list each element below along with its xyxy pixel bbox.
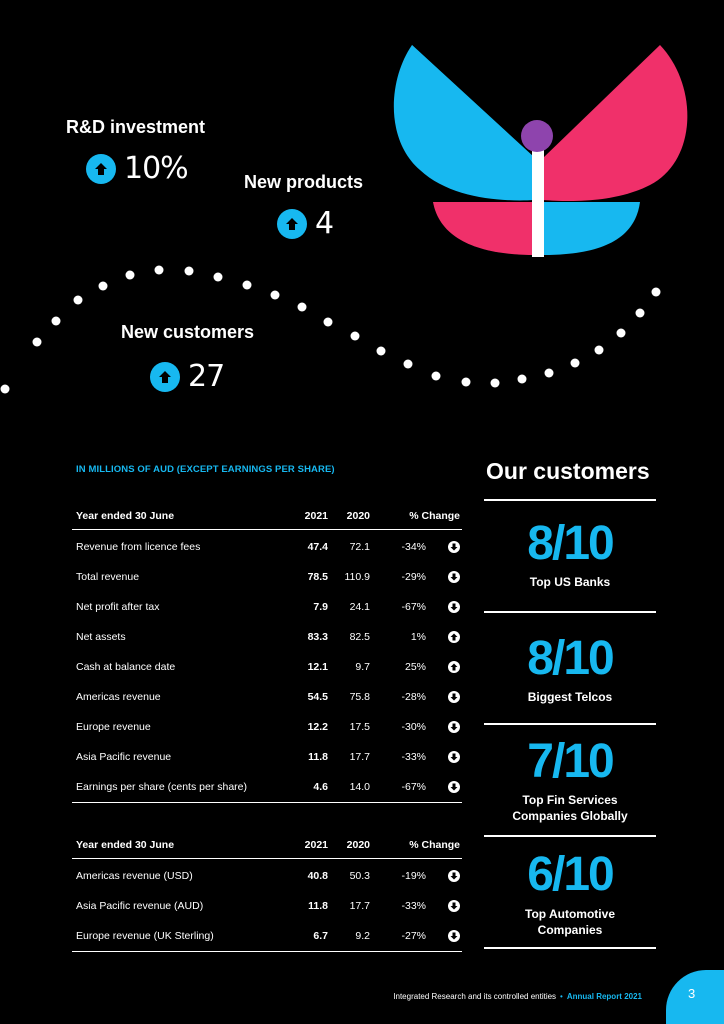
financial-table-2: [72, 831, 462, 952]
row-value-2021: 11.8: [308, 751, 328, 763]
row-change: 25%: [404, 661, 426, 673]
row-label: Americas revenue (USD): [76, 870, 193, 882]
row-label: Total revenue: [76, 571, 140, 583]
row-direction: [426, 870, 460, 882]
table-row: [72, 562, 462, 592]
customers-divider: [484, 835, 656, 837]
row-value-2020: 50.3: [349, 870, 370, 882]
table-row: [72, 682, 462, 712]
row-change: -30%: [401, 721, 426, 733]
butterfly-illustration: [380, 40, 695, 265]
arrow-down-icon: [448, 691, 460, 703]
table-row: [72, 742, 462, 772]
table-row: [72, 861, 462, 891]
row-value-2020: 9.7: [355, 661, 370, 673]
header-2020: 2020: [346, 509, 370, 522]
row-change: -27%: [401, 930, 426, 942]
row-direction: [426, 631, 460, 643]
row-direction: [426, 571, 460, 583]
row-value-2021: 78.5: [307, 571, 328, 583]
row-change: -33%: [401, 751, 426, 763]
header-year: Year ended 30 June: [76, 838, 175, 851]
row-label: Asia Pacific revenue: [76, 751, 172, 763]
header-change: % Change: [409, 509, 460, 522]
row-direction: [426, 691, 460, 703]
arrow-down-icon: [448, 601, 460, 613]
row-direction: [426, 721, 460, 733]
table-row: [72, 772, 462, 802]
header-2021: 2021: [304, 838, 328, 851]
footer-report: Annual Report 2021: [566, 992, 642, 1001]
customer-label-line: Companies Globally: [512, 809, 628, 823]
table-row: [72, 532, 462, 562]
new-customers-value: 27: [188, 359, 225, 394]
arrow-down-icon: [448, 781, 460, 793]
new-products-title: New products: [244, 172, 364, 192]
new-products-stat: [277, 206, 333, 241]
row-value-2021: 12.2: [307, 721, 328, 733]
arrow-up-icon: [86, 154, 116, 184]
row-label: Asia Pacific revenue (AUD): [76, 900, 204, 912]
customer-figure: 6/10: [527, 848, 613, 901]
header-2020: 2020: [346, 838, 370, 851]
new-products-value: 4: [315, 206, 334, 241]
row-direction: [426, 601, 460, 613]
footer-separator: •: [560, 992, 563, 1001]
table-row: [72, 712, 462, 742]
row-change: -29%: [401, 571, 426, 583]
customer-figure: 8/10: [527, 632, 613, 685]
row-change: -19%: [401, 870, 426, 882]
customer-label: Biggest Telcos: [527, 690, 613, 704]
row-value-2020: 14.0: [349, 781, 370, 793]
header-change: % Change: [409, 838, 460, 851]
table-divider: [72, 802, 462, 803]
header-year: Year ended 30 June: [76, 509, 175, 522]
customer-label-line: Top Automotive: [525, 907, 615, 921]
row-label: Net profit after tax: [76, 601, 160, 613]
row-direction: [426, 930, 460, 942]
arrow-down-icon: [448, 541, 460, 553]
table-row: [72, 891, 462, 921]
table-header: [72, 831, 462, 859]
table-row: [72, 592, 462, 622]
customers-title: Our customers: [486, 458, 650, 484]
row-value-2020: 9.2: [355, 930, 370, 942]
table-body: [72, 859, 462, 951]
rd-investment-stat: [86, 151, 188, 186]
row-value-2020: 17.5: [349, 721, 370, 733]
table-row: [72, 652, 462, 682]
row-direction: [426, 541, 460, 553]
customers-divider: [484, 947, 656, 949]
customer-label-line: Top Fin Services: [522, 793, 618, 807]
row-direction: [426, 781, 460, 793]
row-change: -34%: [401, 541, 426, 553]
row-label: Cash at balance date: [76, 661, 176, 673]
customer-label: [484, 906, 656, 938]
arrow-up-icon: [448, 631, 460, 643]
rd-investment-value: 10%: [124, 151, 188, 186]
row-value-2021: 47.4: [307, 541, 328, 553]
row-label: Net assets: [76, 631, 126, 643]
row-change: -28%: [401, 691, 426, 703]
rd-investment-title: R&D investment: [66, 117, 206, 137]
units-heading: IN MILLIONS OF AUD (EXCEPT EARNINGS PER SHARE): [76, 464, 335, 475]
row-value-2020: 82.5: [349, 631, 370, 643]
arrow-down-icon: [448, 870, 460, 882]
row-value-2021: 83.3: [307, 631, 328, 643]
customer-figure: 7/10: [527, 735, 613, 788]
row-change: -67%: [401, 601, 426, 613]
row-change: -67%: [401, 781, 426, 793]
row-direction: [426, 900, 460, 912]
table-header: [72, 502, 462, 530]
dotted-wave-decoration: [0, 250, 724, 400]
row-direction: [426, 751, 460, 763]
header-2021: 2021: [304, 509, 328, 522]
row-value-2021: 6.7: [313, 930, 328, 942]
row-value-2020: 17.7: [349, 900, 370, 912]
arrow-down-icon: [448, 721, 460, 733]
customers-divider: [484, 723, 656, 725]
arrow-down-icon: [448, 930, 460, 942]
customer-figure: 8/10: [527, 517, 613, 570]
customer-label: [484, 792, 656, 824]
customer-label: Top US Banks: [529, 575, 611, 589]
row-value-2020: 17.7: [349, 751, 370, 763]
page-number: 3: [688, 986, 696, 1001]
row-direction: [426, 661, 460, 673]
row-label: Earnings per share (cents per share): [76, 781, 247, 793]
arrow-down-icon: [448, 571, 460, 583]
row-value-2021: 11.8: [308, 900, 328, 912]
row-value-2021: 54.5: [307, 691, 328, 703]
arrow-down-icon: [448, 751, 460, 763]
row-change: 1%: [410, 631, 426, 643]
row-value-2020: 72.1: [349, 541, 370, 553]
new-customers-title: New customers: [121, 322, 255, 342]
row-change: -33%: [401, 900, 426, 912]
row-label: Americas revenue: [76, 691, 161, 703]
table-row: [72, 921, 462, 951]
footer-text: Integrated Research and its controlled entities: [393, 992, 557, 1001]
row-value-2020: 24.1: [349, 601, 370, 613]
row-value-2021: 7.9: [313, 601, 328, 613]
arrow-down-icon: [448, 900, 460, 912]
row-value-2021: 4.6: [313, 781, 328, 793]
row-label: Revenue from licence fees: [76, 541, 201, 553]
customers-divider: [484, 499, 656, 501]
arrow-up-icon: [277, 209, 307, 239]
table-body: [72, 530, 462, 802]
row-value-2020: 110.9: [344, 571, 370, 583]
customers-divider: [484, 611, 656, 613]
row-value-2021: 40.8: [307, 870, 328, 882]
footer: [393, 992, 642, 1001]
row-value-2021: 12.1: [307, 661, 328, 673]
table-row: [72, 622, 462, 652]
arrow-up-icon: [448, 661, 460, 673]
table-divider: [72, 951, 462, 952]
row-value-2020: 75.8: [349, 691, 370, 703]
row-label: Europe revenue: [76, 721, 151, 733]
row-label: Europe revenue (UK Sterling): [76, 930, 214, 942]
customer-label-line: Companies: [537, 923, 603, 937]
financial-table-1: [72, 502, 462, 803]
